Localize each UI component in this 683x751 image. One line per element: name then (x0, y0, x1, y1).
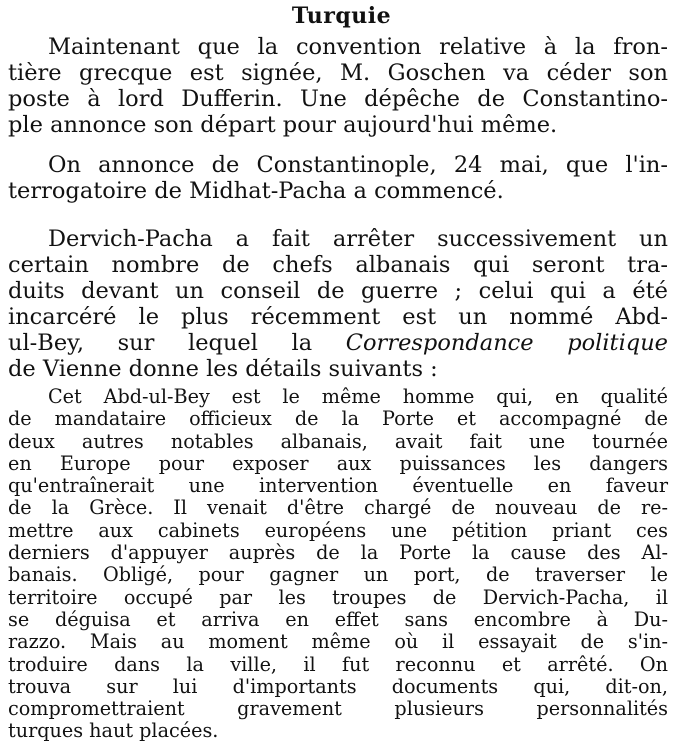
paragraph-abd-ul-bey (8, 386, 668, 743)
newspaper-name: Correspondance politique (345, 330, 668, 356)
text-line: terrogatoire de Midhat-Pacha a commencé. (8, 178, 504, 204)
text-line: de mandataire officieux de la Porte et accompagné de (8, 407, 668, 431)
text-line: qu'entraînerait une intervention éventuelle en faveur (8, 474, 668, 498)
text-line: mettre aux cabinets européens une pétition priant ces (8, 518, 668, 542)
paragraph-goschen (8, 34, 668, 138)
text-line: de Vienne donne les détails suivants : (8, 356, 438, 382)
paragraph-midhat (8, 152, 668, 204)
text-line: duits devant un conseil de guerre ; celui qui a été (8, 278, 668, 304)
text-line: poste à lord Dufferin. Une dépêche de Constantino- (8, 86, 668, 112)
text-line: compromettraient gravement plusieurs personnalités (8, 697, 668, 721)
article-title: Turquie (291, 3, 392, 29)
text-line: se déguisa et arriva en effet sans encombre à Du- (8, 607, 668, 631)
text-line: turques haut placées. (8, 719, 219, 743)
text-line: Cet Abd-ul-Bey est le même homme qui, en qualité (48, 385, 668, 408)
text-line: troduire dans la ville, il fut reconnu et arrêté. On (8, 652, 668, 676)
text-line: deux autres notables albanais, avait fait une tournée (8, 429, 668, 453)
text-line: ple annonce son départ pour aujourd'hui même. (8, 112, 558, 138)
text-line: banais. Obligé, pour gagner un port, de traverser le (8, 563, 668, 587)
text-line: Dervich-Pacha a fait arrêter successivement un (48, 226, 668, 252)
paragraph-dervich (8, 226, 668, 382)
text-line: On annonce de Constantinople, 24 mai, que l'in- (48, 152, 668, 178)
text-line: certain nombre de chefs albanais qui seront tra- (8, 252, 668, 278)
text-line: en Europe pour exposer aux puissances les dangers (8, 451, 668, 475)
text-line: de la Grèce. Il venait d'être chargé de nouveau de re- (8, 496, 668, 520)
text-line: incarcéré le plus récemment est un nommé Abd- (8, 304, 668, 330)
text-fragment: ul-Bey, sur lequel la (8, 330, 313, 356)
text-line-with-italic (8, 330, 668, 356)
text-line: razzo. Mais au moment même où il essayait de s'in- (8, 630, 668, 654)
text-line: trouva sur lui d'importants documents qui, dit-on, (8, 674, 668, 698)
text-line: derniers d'appuyer auprès de la Porte la cause des Al- (8, 541, 668, 565)
text-line: Maintenant que la convention relative à la fron- (48, 34, 668, 60)
text-line: territoire occupé par les troupes de Dervich-Pacha, il (8, 585, 668, 609)
text-line: tière grecque est signée, M. Goschen va céder son (8, 60, 668, 86)
